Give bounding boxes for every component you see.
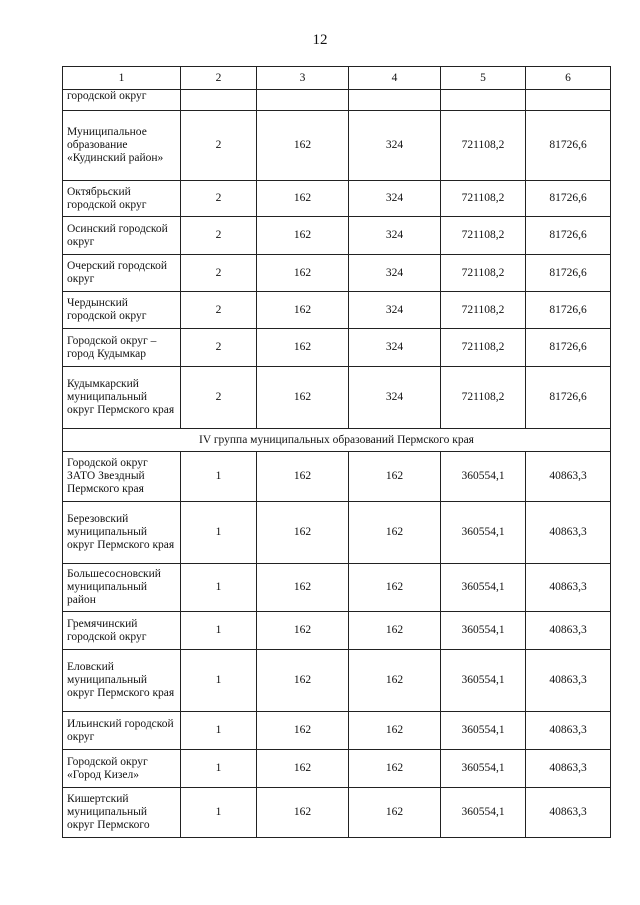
value-col-6: 40863,3 [526, 612, 611, 650]
value-col-4: 162 [349, 612, 441, 650]
value-col-6: 40863,3 [526, 788, 611, 838]
value-col-5: 721108,2 [441, 367, 526, 429]
value-col-6: 81726,6 [526, 217, 611, 255]
municipality-name: Осинский городской округ [63, 217, 181, 255]
table-row [63, 329, 611, 367]
value-col-3: 162 [257, 564, 349, 612]
group-count: 2 [181, 181, 257, 217]
municipality-name: Городской округ ЗАТО Звездный Пермского края [63, 452, 181, 502]
table-row [63, 452, 611, 502]
group-header-row [63, 429, 611, 452]
column-header: 2 [181, 67, 257, 90]
group-count: 1 [181, 452, 257, 502]
group-count: 2 [181, 367, 257, 429]
municipality-name: Ильинский городской округ [63, 712, 181, 750]
value-col-4: 162 [349, 650, 441, 712]
column-header: 1 [63, 67, 181, 90]
municipality-name: Кудымкарский муниципальный округ Пермского края [63, 367, 181, 429]
value-col-6: 81726,6 [526, 292, 611, 329]
table-row [63, 181, 611, 217]
value-col-4: 162 [349, 712, 441, 750]
allocation-table [62, 66, 611, 838]
value-col-3: 162 [257, 612, 349, 650]
group-count: 1 [181, 750, 257, 788]
value-col-3: 162 [257, 788, 349, 838]
table-row [63, 650, 611, 712]
value-col-6: 40863,3 [526, 650, 611, 712]
group-count: 1 [181, 502, 257, 564]
value-col-5: 360554,1 [441, 564, 526, 612]
value-col-6: 81726,6 [526, 329, 611, 367]
value-col-3: 162 [257, 750, 349, 788]
value-col-5: 360554,1 [441, 712, 526, 750]
group-count: 1 [181, 564, 257, 612]
municipality-name: Гремячинский городской округ [63, 612, 181, 650]
value-col-3: 162 [257, 255, 349, 292]
value-col-4: 162 [349, 788, 441, 838]
group-count: 1 [181, 650, 257, 712]
municipality-name: Городской округ «Город Кизел» [63, 750, 181, 788]
table-row [63, 612, 611, 650]
value-col-4: 324 [349, 367, 441, 429]
table-row [63, 255, 611, 292]
value-col-5: 721108,2 [441, 255, 526, 292]
value-col-5: 360554,1 [441, 788, 526, 838]
value-col-6: 81726,6 [526, 111, 611, 181]
column-header: 3 [257, 67, 349, 90]
municipality-name: Очерский городской округ [63, 255, 181, 292]
municipality-name: Кишертский муниципальный округ Пермского [63, 788, 181, 838]
group-count: 2 [181, 292, 257, 329]
value-col-3: 162 [257, 712, 349, 750]
value-col-5: 721108,2 [441, 217, 526, 255]
value-col-3: 162 [257, 452, 349, 502]
table-row [63, 90, 611, 111]
group-count: 1 [181, 612, 257, 650]
value-col-3: 162 [257, 217, 349, 255]
value-col-3: 162 [257, 367, 349, 429]
page-number: 12 [312, 32, 328, 48]
value-col-6: 40863,3 [526, 750, 611, 788]
value-col-5: 721108,2 [441, 329, 526, 367]
table-row [63, 292, 611, 329]
value-col-4: 324 [349, 217, 441, 255]
group-count: 2 [181, 255, 257, 292]
column-header: 5 [441, 67, 526, 90]
value-col-4: 324 [349, 111, 441, 181]
value-col-6: 40863,3 [526, 452, 611, 502]
group-count: 2 [181, 329, 257, 367]
table-row [63, 788, 611, 838]
value-col-4: 324 [349, 181, 441, 217]
value-col-3: 162 [257, 111, 349, 181]
group-count: 1 [181, 712, 257, 750]
group-count: 2 [181, 217, 257, 255]
value-col-4: 324 [349, 329, 441, 367]
table-row [63, 367, 611, 429]
table-row [63, 564, 611, 612]
value-col-4: 324 [349, 292, 441, 329]
municipality-name: городской округ [63, 90, 181, 111]
value-col-5: 360554,1 [441, 612, 526, 650]
value-col-6: 81726,6 [526, 367, 611, 429]
municipality-name: Муниципальное образование «Кудинский район» [63, 111, 181, 181]
value-col-6: 81726,6 [526, 181, 611, 217]
value-col-5: 360554,1 [441, 750, 526, 788]
table-row [63, 750, 611, 788]
group-count: 2 [181, 111, 257, 181]
table-row [63, 111, 611, 181]
value-col-5: 360554,1 [441, 452, 526, 502]
value-col-5: 360554,1 [441, 650, 526, 712]
municipality-name: Березовский муниципальный округ Пермского края [63, 502, 181, 564]
value-col-3: 162 [257, 181, 349, 217]
group-count: 1 [181, 788, 257, 838]
column-header: 6 [526, 67, 611, 90]
value-col-5: 721108,2 [441, 292, 526, 329]
value-col-4: 162 [349, 564, 441, 612]
value-col-3: 162 [257, 292, 349, 329]
value-col-4: 162 [349, 750, 441, 788]
municipality-name: Большесосновский муниципальный район [63, 564, 181, 612]
table-row [63, 502, 611, 564]
value-col-3: 162 [257, 329, 349, 367]
column-header: 4 [349, 67, 441, 90]
value-col-4: 162 [349, 502, 441, 564]
value-col-6: 40863,3 [526, 502, 611, 564]
municipality-name: Городской округ – город Кудымкар [63, 329, 181, 367]
table-row [63, 712, 611, 750]
value-col-3: 162 [257, 502, 349, 564]
value-col-5: 360554,1 [441, 502, 526, 564]
value-col-4: 324 [349, 255, 441, 292]
value-col-6: 40863,3 [526, 712, 611, 750]
table-row [63, 217, 611, 255]
municipality-name: Октябрьский городской округ [63, 181, 181, 217]
value-col-5: 721108,2 [441, 111, 526, 181]
value-col-5: 721108,2 [441, 181, 526, 217]
value-col-6: 81726,6 [526, 255, 611, 292]
value-col-4: 162 [349, 452, 441, 502]
municipality-name: Чердынский городской округ [63, 292, 181, 329]
value-col-3: 162 [257, 650, 349, 712]
municipality-name: Еловский муниципальный округ Пермского края [63, 650, 181, 712]
value-col-6: 40863,3 [526, 564, 611, 612]
header-row [63, 67, 611, 90]
group-title: IV группа муниципальных образований Пермского края [63, 429, 611, 452]
